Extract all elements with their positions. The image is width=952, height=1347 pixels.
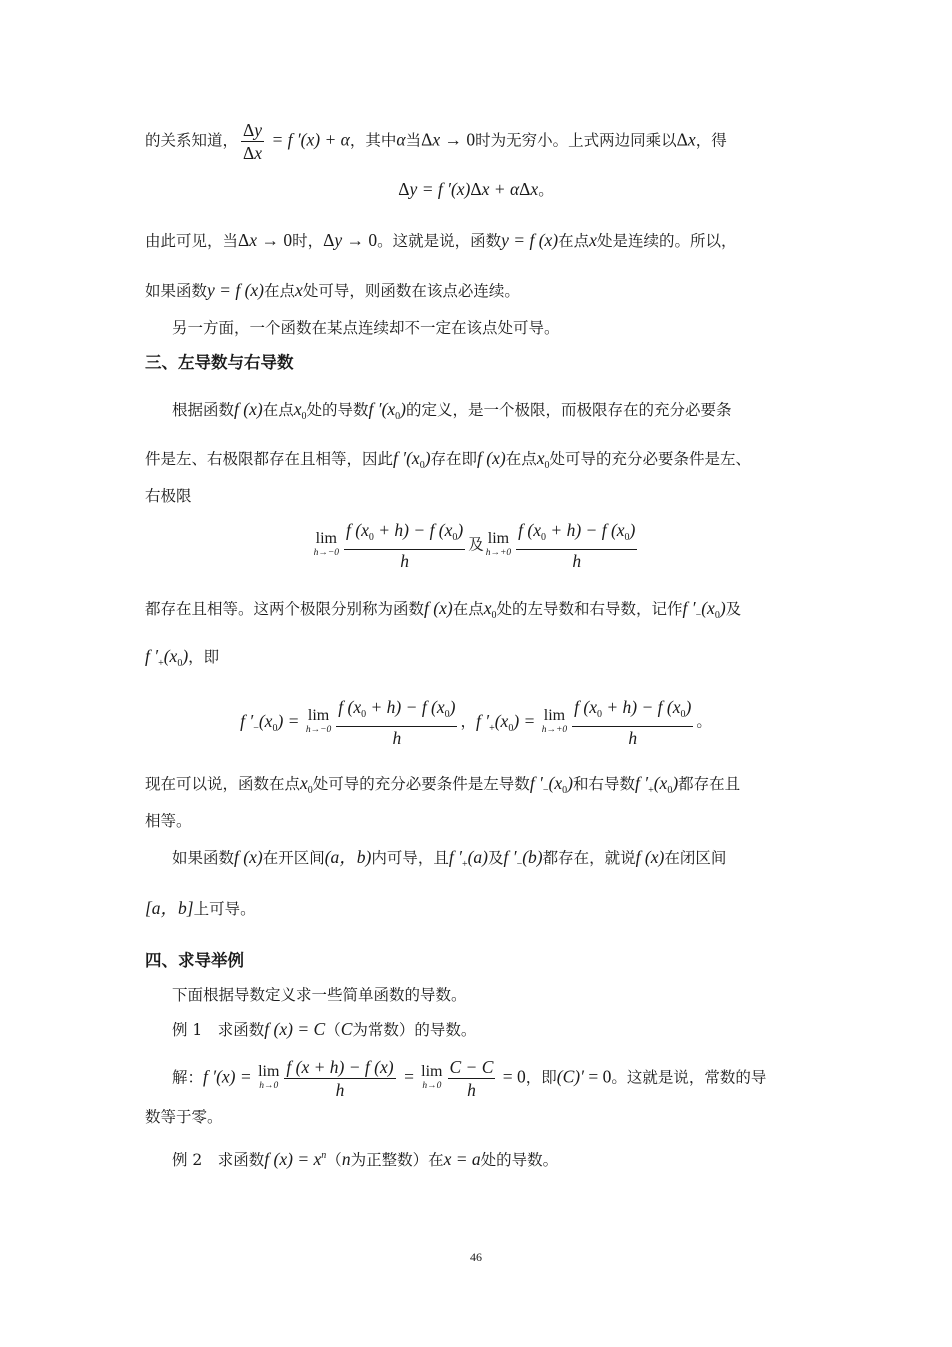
paragraph-line: 的关系知道， $\frac{\Delta y}{\Delta x}$ = f ′(x) + α，其中α当Δx → 0时为无穷小。上式两边同乘以Δx，得 — [145, 120, 727, 163]
paragraph-line: 另一方面，一个函数在某点连续却不一定在该点处可导。 — [172, 319, 560, 337]
paragraph-line: 根据函数f (x)在点$x_0$处的导数f $'(x_0)$的定义，是一个极限，而极限存在的充分必要条 — [172, 399, 732, 422]
formula-fraction: $\frac{\Delta y}{\Delta x}$ — [243, 120, 263, 163]
display-formula: f $'_-(x_0)$ = lim h→−0 $\frac{f (x_0 + h) - f (x_0)}{h}$ ，f $'_+(x_0)$ = lim h→+0 $\frac{f (x_0 + h) - f (x_0)}{h}$ 。 — [240, 697, 712, 748]
paragraph-line: 例 1 求函数f (x) = C（C为常数）的导数。 — [172, 1019, 477, 1039]
section-heading: 三、左导数与右导数 — [145, 353, 294, 372]
paragraph-line: 都存在且相等。这两个极限分别称为函数f (x)在点$x_0$处的左导数和右导数，记作f $'_-(x_0)$及 — [145, 598, 742, 621]
paragraph-line: 现在可以说，函数在点$x_0$处可导的充分必要条件是左导数f $'_-(x_0)$和右导数f $'_+(x_0)$都存在且 — [145, 773, 741, 796]
paragraph-line: 解：f ′(x) = lim h→0 $\frac{f (x + h) - f (x)}{h}$ = lim h→0 $\frac{C - C}{h}$ = 0，即(C)′ = 0。这就是说，常数的导 — [172, 1057, 767, 1100]
paragraph-line: [a，b]上可导。 — [145, 898, 256, 918]
page-number: 46 — [470, 1250, 482, 1264]
paragraph-line: 相等。 — [145, 812, 192, 830]
paragraph-line: 下面根据导数定义求一些简单函数的导数。 — [172, 986, 467, 1004]
paragraph-line: 如果函数y = f (x)在点x处可导，则函数在该点必连续。 — [145, 280, 520, 300]
paragraph-line: 例 2 求函数f $(x) = x^n(n$为正整数）在x = a处的导数。 — [172, 1149, 559, 1169]
display-formula: lim h→−0 $\frac{f (x_0 + h) - f (x_0)}{h}$ 及 lim h→+0 $\frac{f (x_0 + h) - f (x_0)}{h}$ — [313, 520, 636, 571]
formula: = f ′(x) + α — [267, 129, 350, 150]
paragraph-line: 由此可见，当Δx → 0时，Δy → 0。这就是说，函数y = f (x)在点x处是连续的。所以， — [145, 230, 737, 250]
paragraph-line: 如果函数f (x)在开区间(a，b)内可导，且f $'_+(a)$及f $'_-(b)$都存在，就说f (x)在闭区间 — [172, 847, 727, 870]
paragraph-line: f $'_+(x_0)$，即 — [145, 646, 220, 669]
paragraph-line: 件是左、右极限都存在且相等，因此f $'(x_0)$存在即f (x)在点$x_0$处可导的充分必要条件是左、 — [145, 448, 752, 471]
display-formula: Δy = f ′(x)Δx + αΔx。 — [398, 179, 554, 199]
paragraph-line: 右极限 — [145, 487, 192, 505]
section-heading: 四、求导举例 — [145, 951, 244, 970]
paragraph-line: 数等于零。 — [145, 1108, 223, 1126]
